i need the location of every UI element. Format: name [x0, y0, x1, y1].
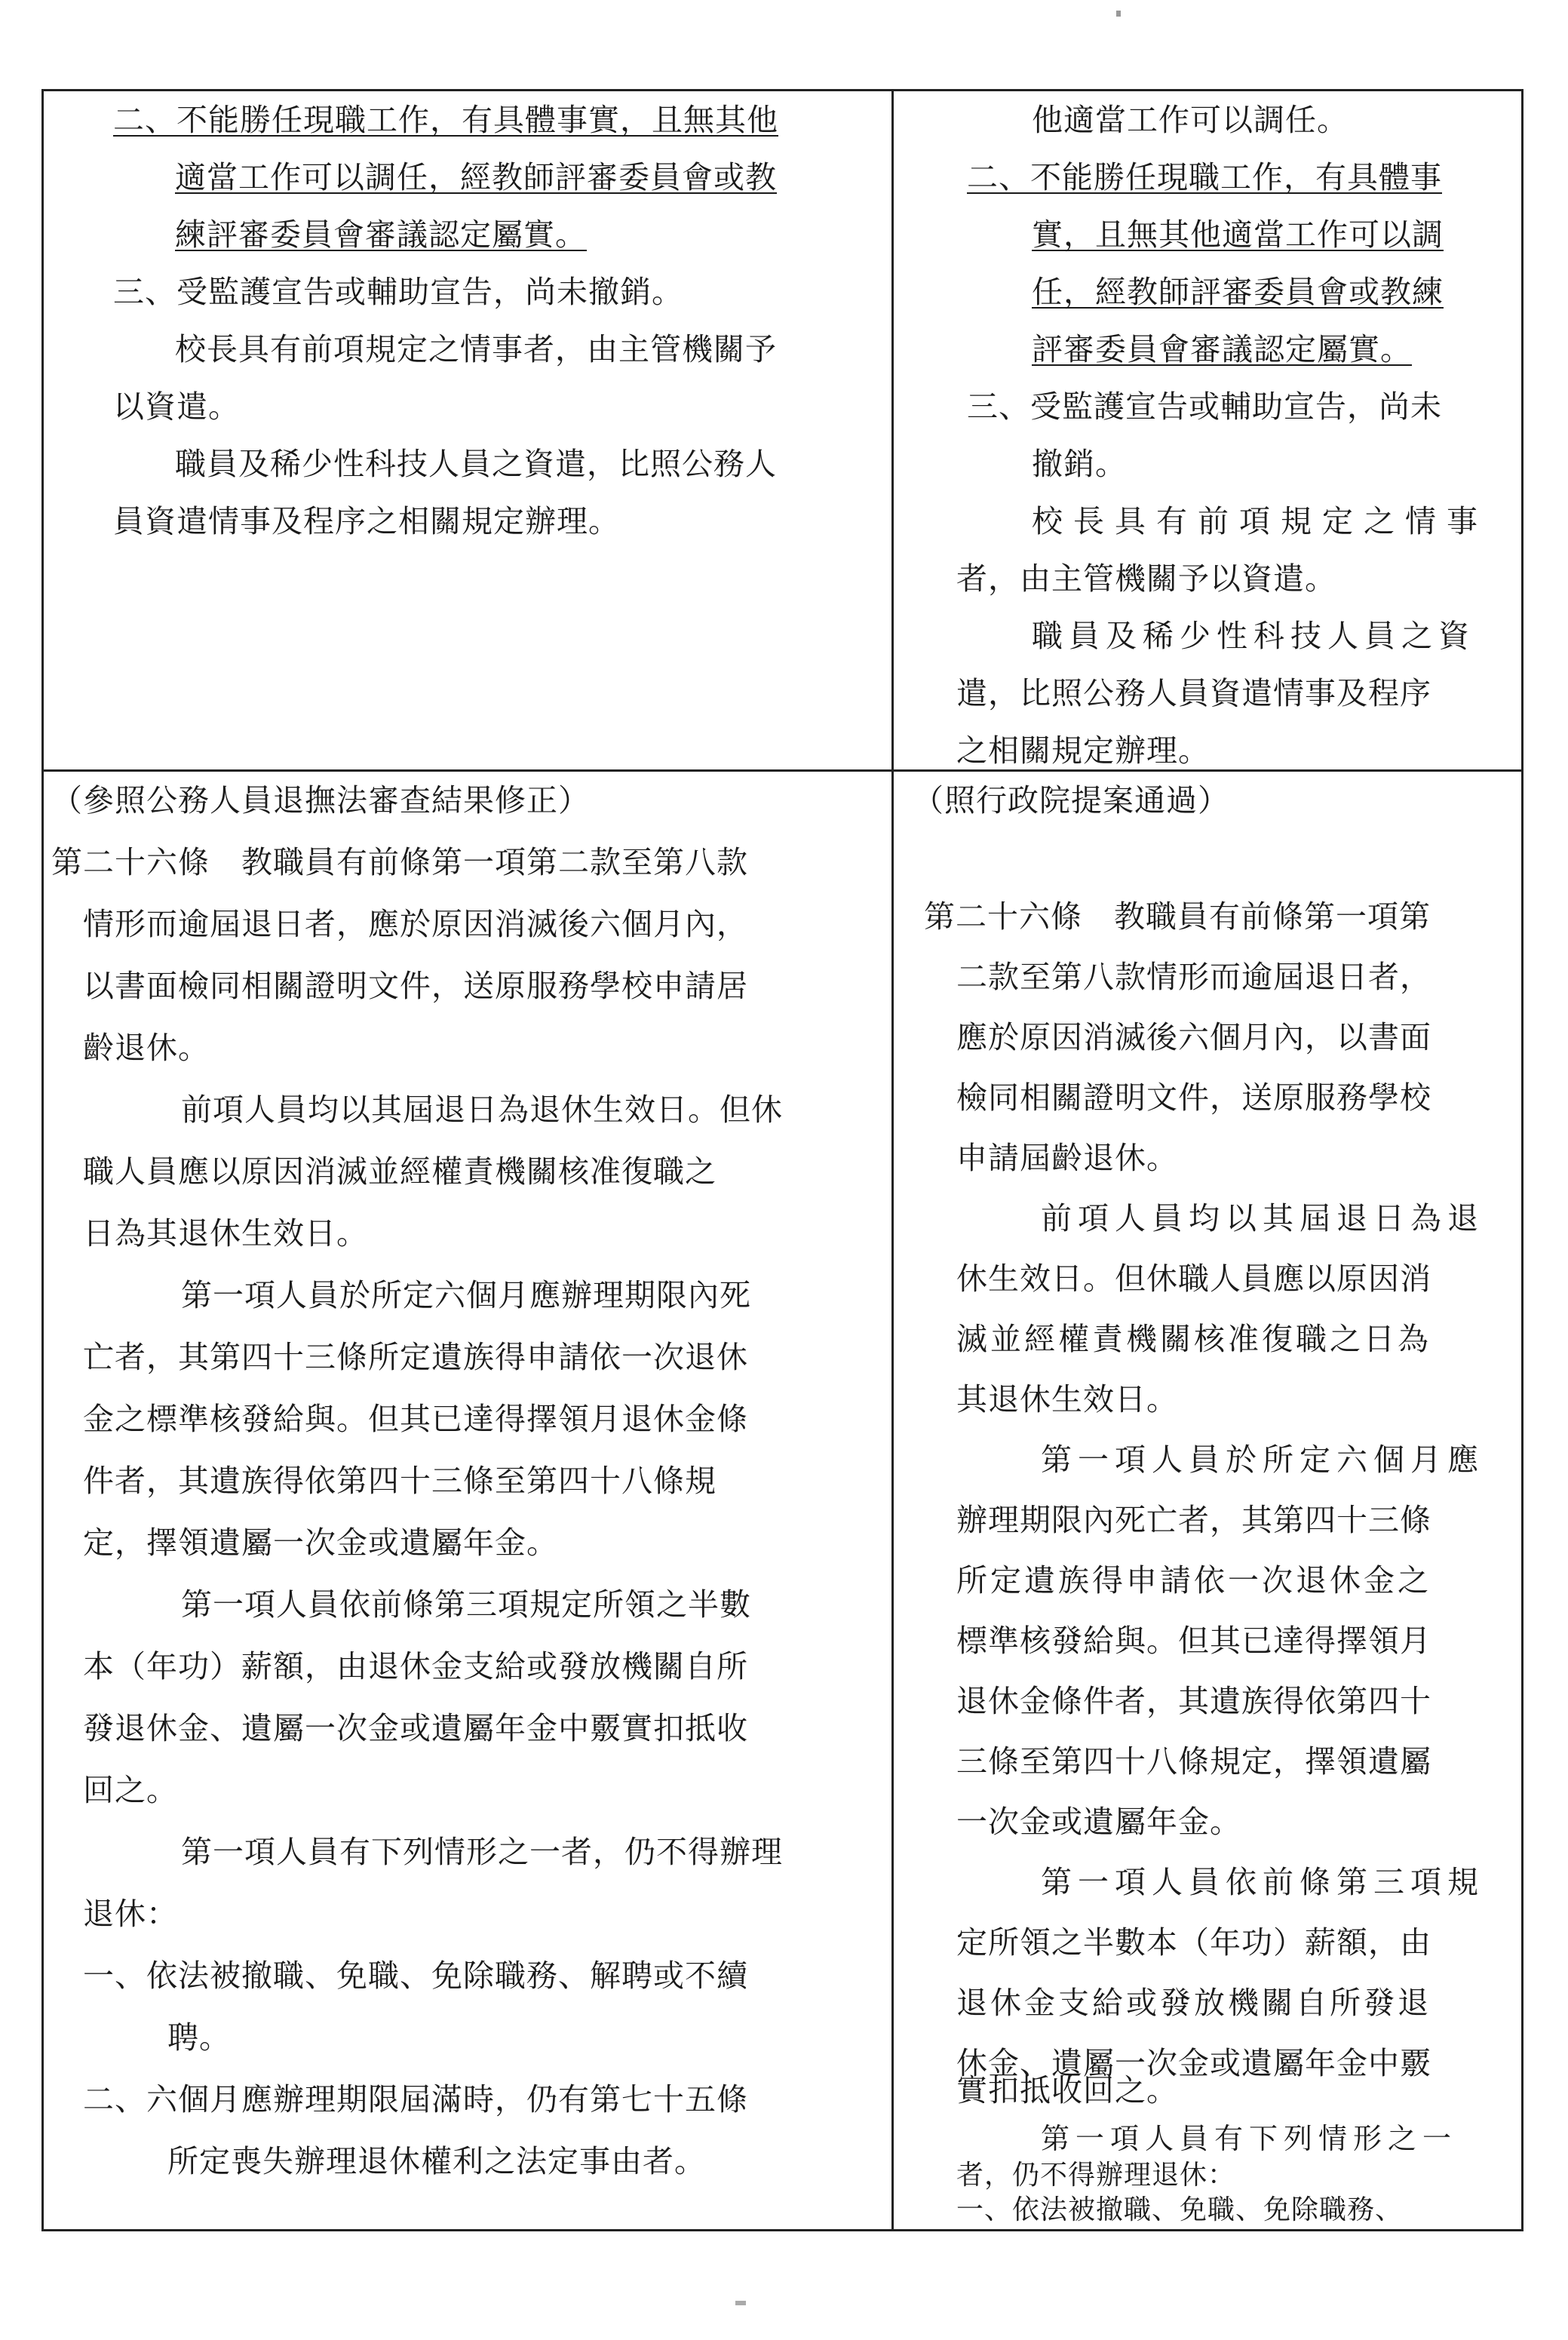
- text-line: 休金、遺屬一次金或遺屬年金中覈: [956, 2045, 1431, 2081]
- text-line: 者，仍不得辦理退休：: [956, 2160, 1236, 2191]
- text-line: 員資遣情事及程序之相關規定辦理。: [113, 503, 620, 539]
- text-line: 休生效日。但休職人員應以原因消: [956, 1261, 1431, 1297]
- text-line: 任，經教師評審委員會或教練: [1032, 274, 1444, 310]
- text-line: 一、依法被撤職、免職、免除職務、解聘或不續: [83, 1958, 748, 1994]
- text-line: 以書面檢同相關證明文件，送原服務學校申請居: [83, 968, 748, 1004]
- text-line: （參照公務人員退撫法審查結果修正）: [51, 782, 590, 818]
- text-line: （照行政院提案通過）: [913, 782, 1229, 818]
- text-line: 件者，其遺族得依第四十三條至第四十八條規: [83, 1463, 716, 1499]
- text-line: 第一項人員於所定六個月應辦理期限內死: [181, 1277, 751, 1313]
- text-line: 定，擇領遺屬一次金或遺屬年金。: [83, 1525, 558, 1561]
- text-line: 退休金條件者，其遺族得依第四十: [956, 1683, 1431, 1719]
- text-line: 第一項人員依前條第三項規定所領之半數: [181, 1586, 751, 1623]
- text-line: 撤銷。: [1032, 446, 1127, 482]
- text-line: 發退休金、遺屬一次金或遺屬年金中覈實扣抵收: [83, 1710, 748, 1746]
- text-line: 二、不能勝任現職工作，有具體事: [967, 159, 1442, 195]
- text-line: 其退休生效日。: [956, 1381, 1178, 1417]
- column-divider: [891, 89, 894, 2231]
- text-line: 評審委員會審議認定屬實。: [1032, 331, 1412, 367]
- text-line: 二款至第八款情形而逾屆退日者，: [956, 959, 1431, 995]
- text-line: 前項人員均以其屆退日為退休生效日。但休: [181, 1092, 783, 1128]
- text-line: 退休：: [83, 1896, 178, 1932]
- text-line: 檢同相關證明文件，送原服務學校: [956, 1079, 1431, 1116]
- text-line: 辦理期限內死亡者，其第四十三條: [956, 1502, 1431, 1538]
- text-line: 職員及稀少性科技人員之資: [1032, 618, 1475, 654]
- text-line: 日為其退休生效日。: [83, 1215, 368, 1251]
- text-line: 練評審委員會審議認定屬實。: [175, 216, 587, 253]
- text-line: 職員及稀少性科技人員之資遣，比照公務人: [175, 446, 777, 482]
- text-line: 以資遣。: [113, 388, 240, 425]
- text-line: 之相關規定辦理。: [956, 732, 1210, 769]
- text-line: 申請屆齡退休。: [956, 1140, 1178, 1176]
- row-divider: [41, 769, 1524, 772]
- text-line: 第二十六條 教職員有前條第一項第: [924, 898, 1431, 935]
- text-line: 校長具有前項規定之情事者，由主管機關予: [175, 331, 777, 367]
- text-line: 一次金或遺屬年金。: [956, 1804, 1241, 1840]
- text-line: 滅並經權責機關核准復職之日為: [956, 1321, 1431, 1357]
- text-line: 職人員應以原因消滅並經權責機關核准復職之: [83, 1153, 716, 1190]
- text-line: 二、六個月應辦理期限屆滿時，仍有第七十五條: [83, 2081, 748, 2117]
- text-line: 第一項人員有下列情形之一者，仍不得辦理: [181, 1834, 783, 1870]
- text-line: 第一項人員依前條第三項規: [1041, 1864, 1484, 1900]
- text-line: 金之標準核發給與。但其已達得擇領月退休金條: [83, 1401, 748, 1437]
- text-line: 所定喪失辦理退休權利之法定事由者。: [167, 2143, 706, 2179]
- text-line: 二、不能勝任現職工作，有具體事實，且無其他: [113, 102, 778, 138]
- text-line: 實扣抵收回之。: [956, 2072, 1178, 2108]
- text-line: 退休金支給或發放機關自所發退: [956, 1985, 1431, 2021]
- text-line: 齡退休。: [83, 1030, 210, 1066]
- text-line: 標準核發給與。但其已達得擇領月: [956, 1623, 1431, 1659]
- text-line: 校長具有前項規定之情事: [1032, 503, 1488, 539]
- text-line: 三、受監護宣告或輔助宣告，尚未: [967, 388, 1442, 425]
- text-line: 適當工作可以調任，經教師評審委員會或教: [175, 159, 777, 195]
- text-line: 三條至第四十八條規定，擇領遺屬: [956, 1743, 1431, 1780]
- text-line: 亡者，其第四十三條所定遺族得申請依一次退休: [83, 1339, 748, 1375]
- text-line: 聘。: [167, 2019, 231, 2056]
- text-line: 本（年功）薪額，由退休金支給或發放機關自所: [83, 1648, 748, 1684]
- text-line: 第一項人員於所定六個月應: [1041, 1442, 1484, 1478]
- text-line: 回之。: [83, 1772, 178, 1808]
- text-line: 遣，比照公務人員資遣情事及程序: [956, 675, 1431, 711]
- scan-speck: [1116, 11, 1121, 17]
- text-line: 第一項人員有下列情形之一: [1041, 2122, 1458, 2155]
- text-line: 他適當工作可以調任。: [1032, 102, 1349, 138]
- text-line: 情形而逾屆退日者，應於原因消滅後六個月內，: [83, 906, 748, 942]
- text-line: 一、依法被撤職、免職、免除職務、: [956, 2194, 1404, 2225]
- text-line: 三、受監護宣告或輔助宣告，尚未撤銷。: [113, 274, 683, 310]
- scan-speck-bottom: [735, 2301, 746, 2305]
- text-line: 前項人員均以其屆退日為退: [1041, 1200, 1484, 1236]
- text-line: 所定遺族得申請依一次退休金之: [956, 1562, 1431, 1598]
- text-line: 者，由主管機關予以資遣。: [956, 560, 1336, 597]
- text-line: 定所領之半數本（年功）薪額，由: [956, 1924, 1431, 1961]
- text-line: 應於原因消滅後六個月內，以書面: [956, 1019, 1431, 1055]
- text-line: 實，且無其他適當工作可以調: [1032, 216, 1444, 253]
- text-line: 第二十六條 教職員有前條第一項第二款至第八款: [51, 844, 748, 880]
